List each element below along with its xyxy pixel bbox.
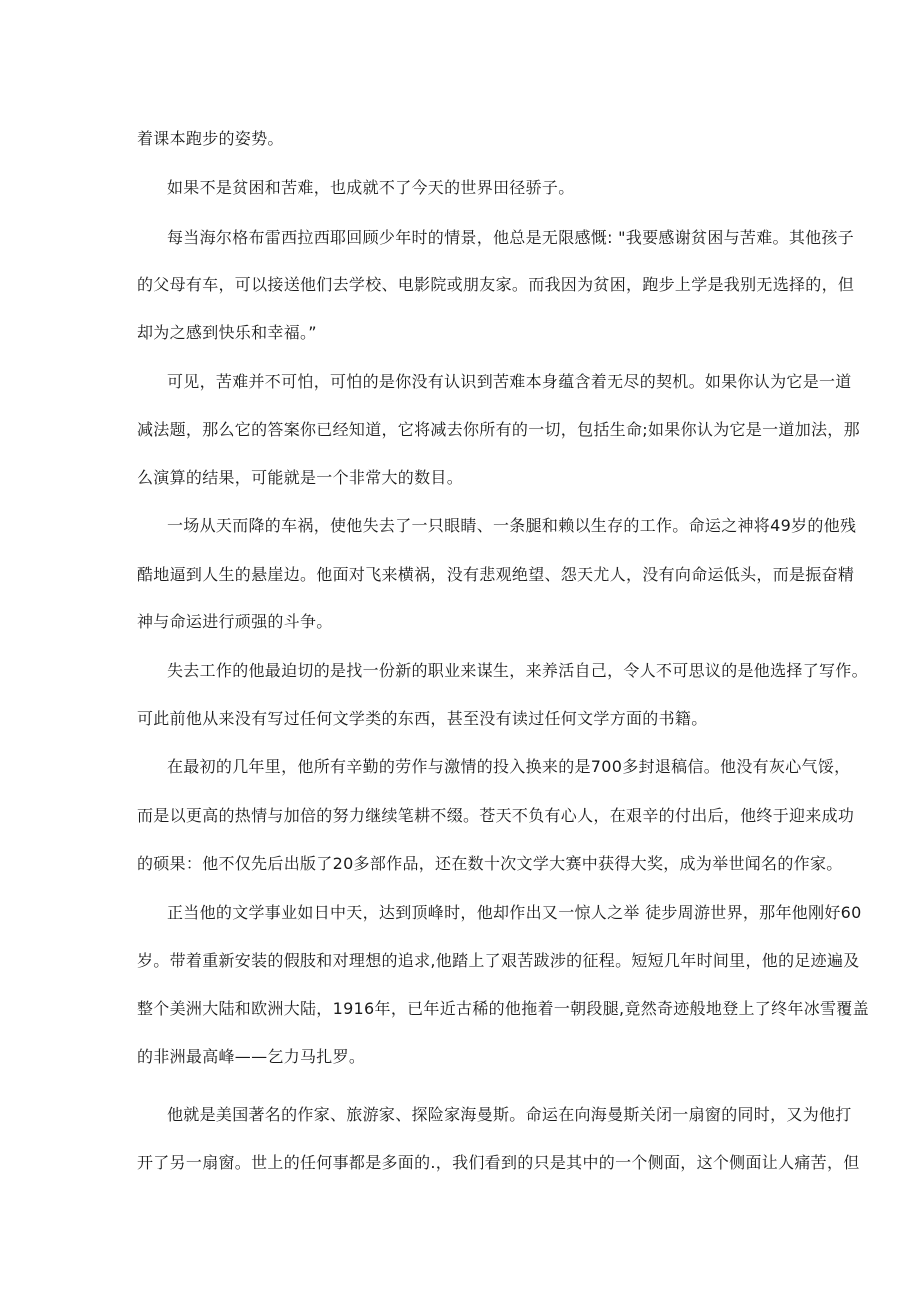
text-line: 的父母有车，可以接送他们去学校、电影院或朋友家。而我因为贫困，跑步上学是我别无选择的，但 (137, 275, 855, 294)
text-line: 的非洲最高峰——乞力马扎罗。 (137, 1047, 366, 1066)
text-line: 在最初的几年里，他所有辛勤的劳作与激情的投入换来的是700多封退稿信。他没有灰心气馁， (167, 757, 851, 776)
text-line: 如果不是贫困和苦难，也成就不了今天的世界田径骄子。 (167, 178, 575, 197)
text-line: 他就是美国著名的作家、旅游家、探险家海曼斯。命运在向海曼斯关闭一扇窗的同时，又为他打 (167, 1105, 852, 1124)
text-line: 可见，苦难并不可怕，可怕的是你没有认识到苦难本身蕴含着无尽的契机。如果你认为它是一道 (167, 372, 852, 391)
text-line: 减法题，那么它的答案你已经知道，它将减去你所有的一切，包括生命;如果你认为它是一道加法，那 (137, 420, 860, 439)
text-line: 正当他的文学事业如日中天，达到顶峰时，他却作出又一惊人之举 徒步周游世界，那年他刚好60 (167, 903, 862, 922)
text-line: 岁。带着重新安装的假肢和对理想的追求,他踏上了艰苦跋涉的征程。短短几年时间里，他的足迹遍及 (137, 951, 860, 970)
text-line: 却为之感到快乐和幸福。” (137, 323, 317, 342)
text-line: 每当海尔格布雷西拉西耶回顾少年时的情景，他总是无限感慨: "我要感谢贫困与苦难。其他孩子 (167, 228, 855, 247)
text-line: 神与命运进行顽强的斗争。 (137, 612, 333, 631)
text-line: 一场从天而降的车祸，使他失去了一只眼睛、一条腿和赖以生存的工作。命运之神将49岁的他残 (167, 516, 857, 535)
text-line: 开了另一扇窗。世上的任何事都是多面的.，我们看到的只是其中的一个侧面，这个侧面让人痛苦，但 (137, 1153, 860, 1172)
text-line: 么演算的结果，可能就是一个非常大的数目。 (137, 468, 464, 487)
text-line: 的硕果：他不仅先后出版了20多部作品，还在数十次文学大赛中获得大奖，成为举世闻名的作家。 (137, 854, 843, 873)
text-line: 酷地逼到人生的悬崖边。他面对飞来横祸，没有悲观绝望、怨天尤人，没有向命运低头，而是振奋精 (137, 565, 855, 584)
text-line: 着课本跑步的姿势。 (137, 129, 284, 148)
text-line: 失去工作的他最迫切的是找一份新的职业来谋生，来养活自己，令人不可思议的是他选择了写作。 (167, 661, 868, 680)
text-line: 而是以更高的热情与加倍的努力继续笔耕不缀。苍天不负有心人，在艰辛的付出后，他终于迎来成功 (137, 806, 855, 825)
text-line: 整个美洲大陆和欧洲大陆，1916年，已年近古稀的他拖着一朝段腿,竟然奇迹般地登上了终年冰雪覆盖 (137, 999, 869, 1018)
text-line: 可此前他从来没有写过任何文学类的东西，甚至没有读过任何文学方面的书籍。 (137, 709, 708, 728)
